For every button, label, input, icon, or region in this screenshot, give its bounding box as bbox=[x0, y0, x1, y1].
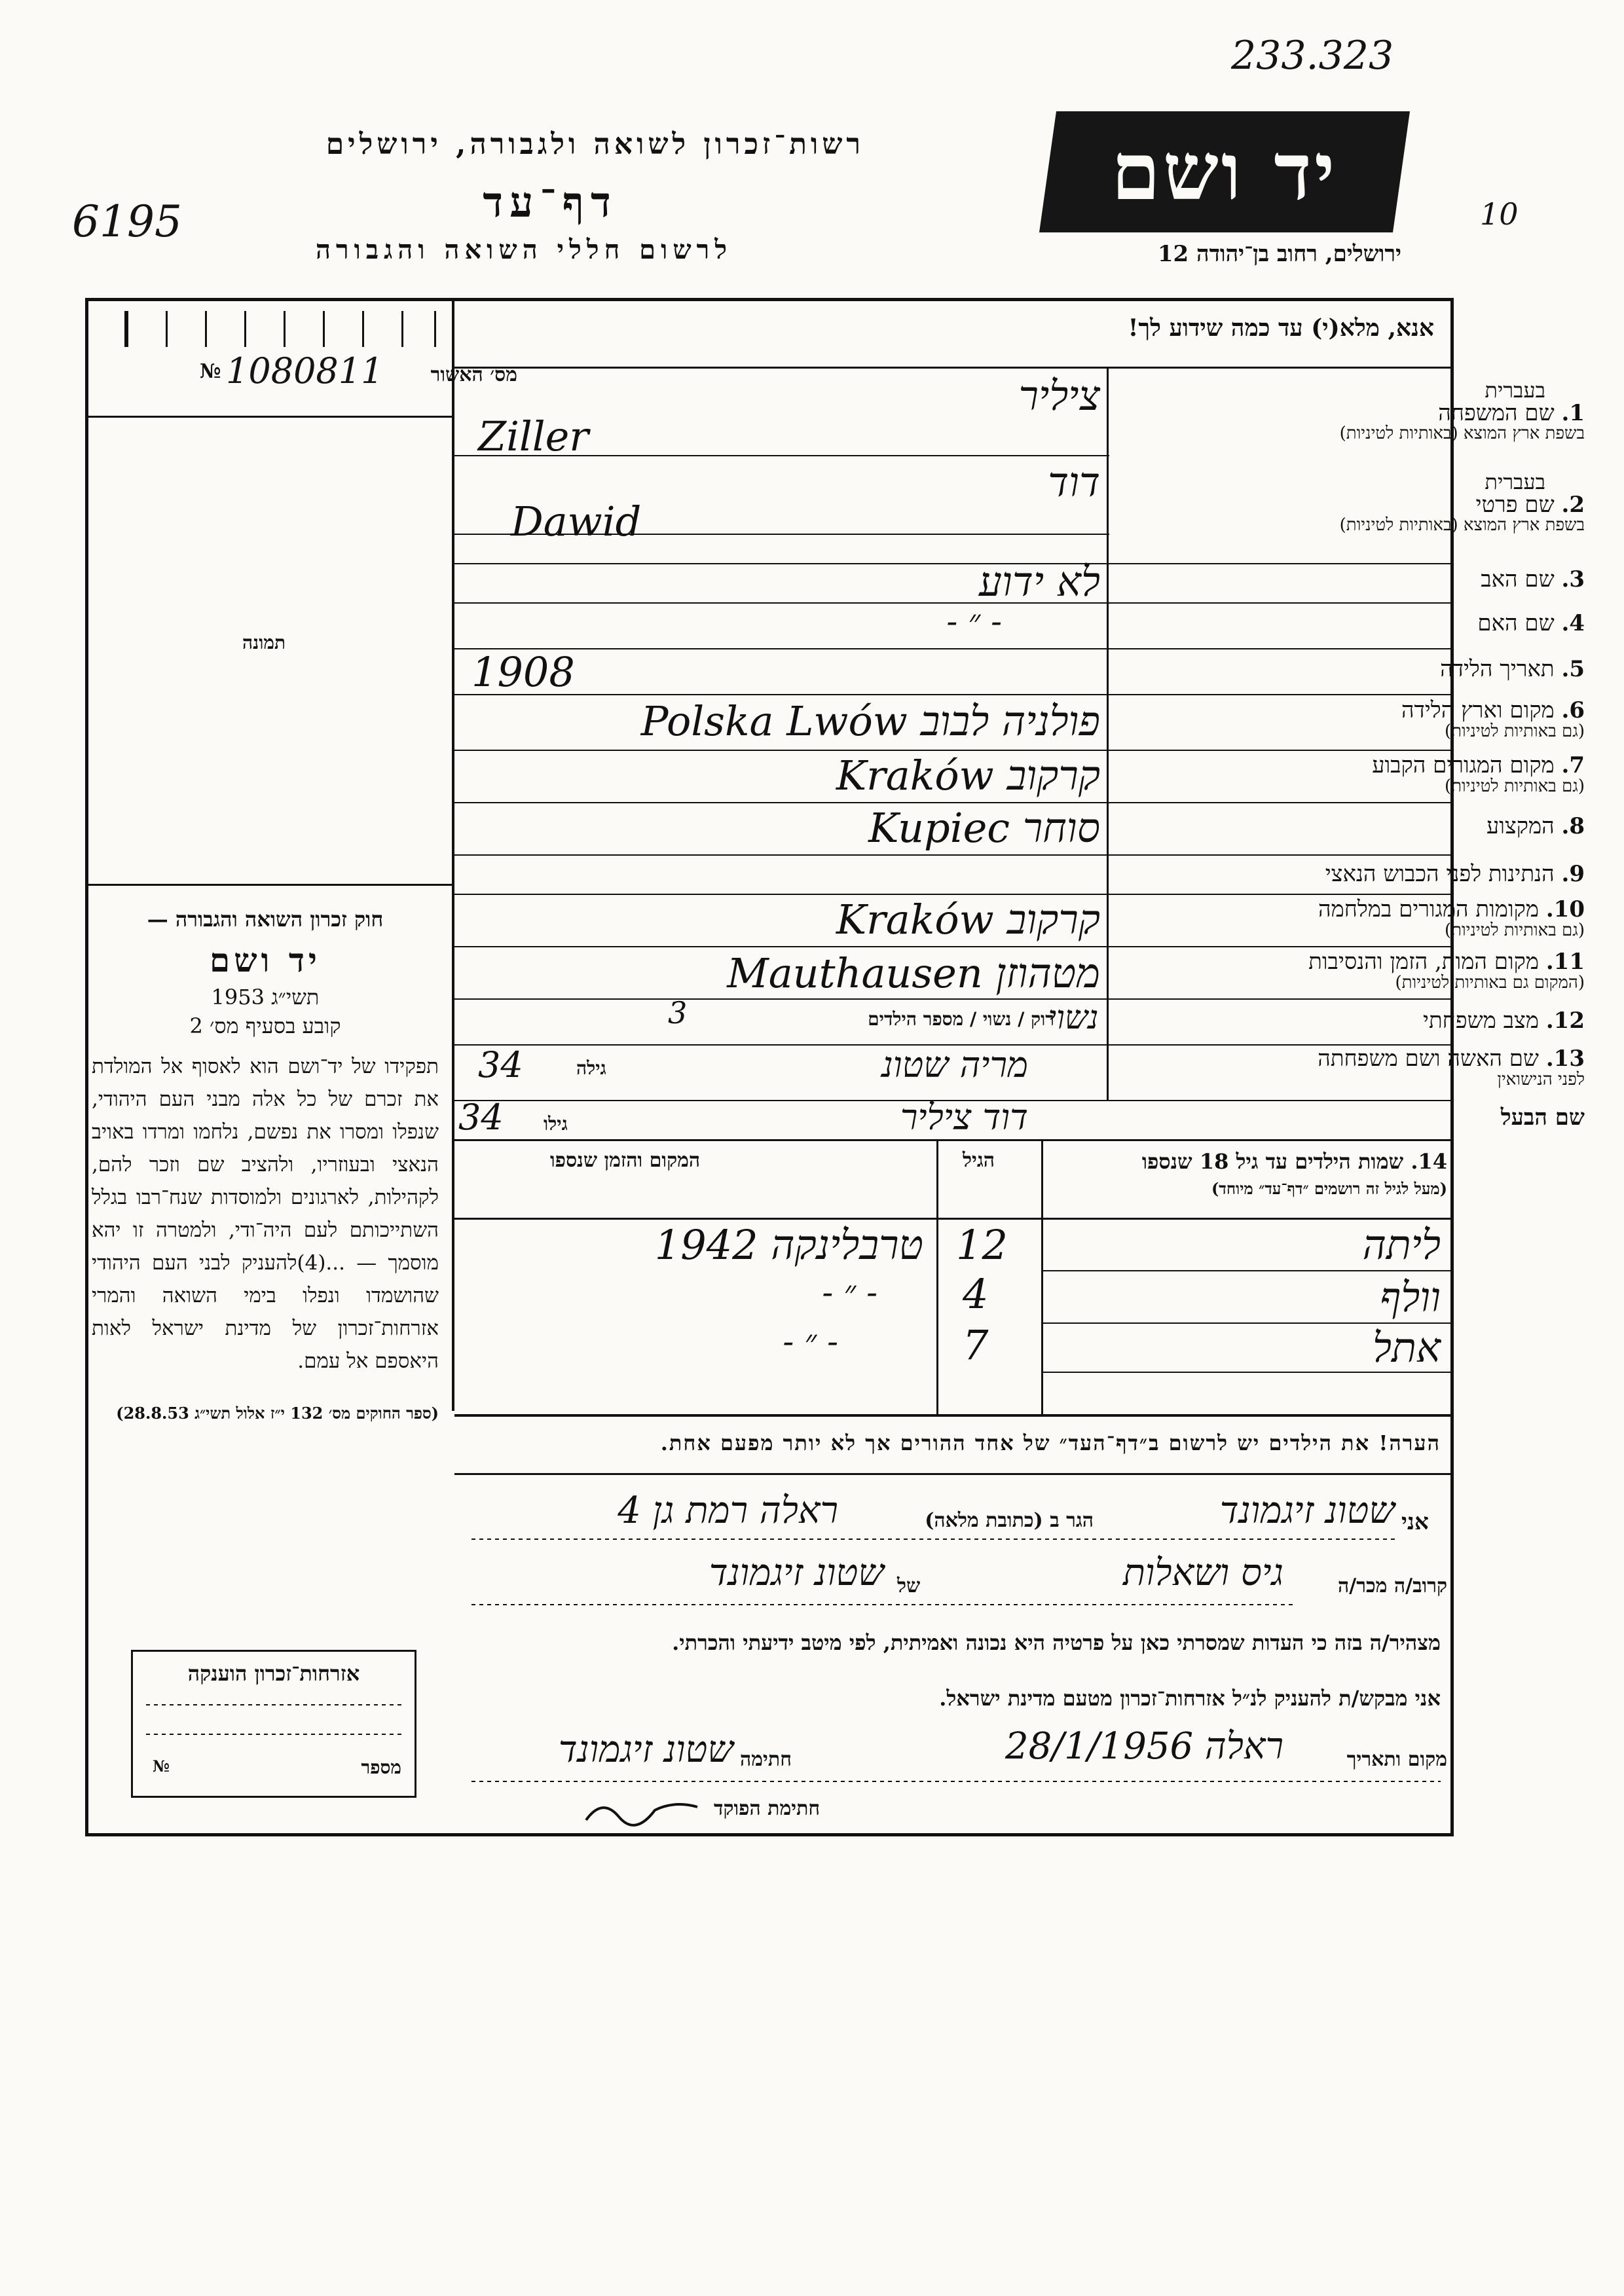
row-4-text: שם האם bbox=[1477, 610, 1555, 636]
place-date: ראלה 28/1/1956 bbox=[1005, 1725, 1283, 1768]
wife-age: 34 bbox=[478, 1044, 523, 1085]
child-1-place: טרבלינקה 1942 bbox=[654, 1221, 923, 1269]
row-1-text: שם המשפחה bbox=[1438, 399, 1555, 426]
row-11-label bbox=[1244, 951, 1585, 992]
logo-text: יד ושם bbox=[1111, 126, 1338, 218]
decl-ani: אני bbox=[1401, 1509, 1429, 1535]
row-8-label bbox=[1244, 815, 1585, 839]
row-7-label bbox=[1244, 754, 1585, 795]
wife-age-label: גילה bbox=[576, 1057, 606, 1079]
row-8-text: המקצוע bbox=[1486, 813, 1555, 839]
witness-signature: שטונ זיגמונד bbox=[558, 1728, 733, 1771]
witness-address: ראלה רמת גן 4 bbox=[618, 1489, 838, 1532]
row-2-text: שם פרטי bbox=[1475, 491, 1555, 518]
father-name: לא ידוע bbox=[978, 558, 1100, 606]
row-3-num: 3. bbox=[1561, 566, 1585, 592]
children-age-header: הגיל bbox=[963, 1149, 995, 1172]
archive-number: 233.323 bbox=[1231, 33, 1394, 79]
row-6-label bbox=[1244, 699, 1585, 740]
row-8-num: 8. bbox=[1561, 813, 1585, 839]
profession: סוחר Kupiec bbox=[868, 804, 1100, 852]
relation-value: גיס ושאלות bbox=[1122, 1552, 1283, 1594]
husband-label: שם הבעל bbox=[1500, 1104, 1585, 1131]
row-6-text: מקום וארץ הלידה bbox=[1401, 697, 1555, 723]
children-label: 14. שמות הילדים עד גיל 18 שנספו bbox=[1141, 1149, 1447, 1174]
request: אני מבקש/ת להעניק לנ״ל אזרחות־זכרון מטעם מדינת ישראל. bbox=[939, 1686, 1441, 1711]
row-12-num: 12. bbox=[1545, 1008, 1585, 1034]
row-9-num: 9. bbox=[1561, 861, 1585, 887]
row-11-num: 11. bbox=[1545, 949, 1585, 975]
child-3-age: 7 bbox=[963, 1321, 989, 1369]
citizenship-box bbox=[131, 1650, 416, 1798]
husband-name: דוד ציליר bbox=[900, 1097, 1028, 1138]
row-14-label bbox=[1244, 1106, 1585, 1130]
approval-no: № bbox=[200, 360, 221, 383]
citizenship-title: אזרחות־זכרון הוענקה bbox=[187, 1661, 360, 1686]
row-13-text: שם האשה ושם משפחתה bbox=[1318, 1046, 1540, 1072]
children-sub: (מעל לגיל זה רושמים ״דף־עד״ מיוחד) bbox=[1211, 1179, 1447, 1198]
row-10-sub: (גם באותיות לטיניות) bbox=[1444, 920, 1585, 940]
form-subtitle: לרשום חללי השואה והגבורה bbox=[315, 234, 733, 265]
law-body: תפקידו של יד־ושם הוא לאסוף אל המולדת את זכרם של כל אלה מבני העם היהודי, שנפלו ומסרו את נפשם, נלחמו ומרדו באויב הנאצי ובעוזריו, ולהציב שם וזכר להם, לקהילות, לארגונים ולמוסדות שנח־רבו בגלל השתייכותם לעם היה־ודי, ולמטרה זו יהא מוסמך — ...(4)להעניק לבני העם היהודי שהושמדו ונפלו בימי השואה והמרי אזרחות־זכרון של מדינת ישראל לאות היאספם אל עמם. bbox=[92, 1055, 439, 1373]
row-9-text: הנתינות לפני הכבוש הנאצי bbox=[1325, 861, 1555, 887]
note: הערה! את הילדים יש לרשום ב״דף־העד״ של אחד ההורים אך לא יותר מפעם אחת. bbox=[660, 1430, 1441, 1455]
address: ירושלים, רחוב בן־יהודה 12 bbox=[1157, 241, 1401, 267]
birth-place: פולניה לבוב Polska Lwów bbox=[640, 697, 1100, 745]
surname-latin: Ziller bbox=[478, 412, 589, 460]
row-3-text: שם האב bbox=[1481, 566, 1555, 592]
row-5-text: תאריך הלידה bbox=[1440, 656, 1555, 682]
law-title: חוק זכרון השואה והגבורה — bbox=[147, 907, 384, 932]
place-date-label: מקום ותאריך bbox=[1346, 1748, 1447, 1771]
authority-name: רשות־זכרון לשואה ולגבורה, ירושלים bbox=[325, 128, 864, 161]
row-1-label bbox=[1244, 380, 1585, 443]
photo-label: תמונה bbox=[242, 632, 286, 653]
husband-age-label: גילו bbox=[544, 1113, 568, 1135]
row-1-num: 1. bbox=[1561, 399, 1585, 426]
row-4-label bbox=[1244, 612, 1585, 636]
marital-status-options: רוק / נשוי / מספר הילדים bbox=[868, 1008, 1054, 1030]
birth-date: 1908 bbox=[471, 648, 575, 696]
row-3-label bbox=[1244, 568, 1585, 592]
approval-value: 1080811 bbox=[226, 350, 384, 392]
row-2-hebrew: בעברית bbox=[1485, 469, 1545, 494]
row-13-num: 13. bbox=[1545, 1046, 1585, 1072]
husband-age: 34 bbox=[458, 1097, 504, 1138]
row-2-sub: בשפת ארץ המוצא (באותיות לטיניות) bbox=[1339, 515, 1585, 536]
approval-label: מס׳ האשור bbox=[430, 363, 517, 386]
row-6-num: 6. bbox=[1561, 697, 1585, 723]
relation-of: של bbox=[897, 1575, 921, 1597]
row-7-num: 7. bbox=[1561, 752, 1585, 778]
child-3-name: אתל bbox=[1372, 1324, 1441, 1372]
row-10-label bbox=[1244, 898, 1585, 939]
approval-box bbox=[85, 298, 517, 418]
statement: מצהיר/ה בזה כי העדות שמסרתי כאן על פרטיה היא נכונה ואמיתית, לפי מיטב ידיעתי והכרתי. bbox=[672, 1630, 1441, 1655]
citizenship-number-label: מספר bbox=[361, 1757, 401, 1778]
officer-label: חתימת הפוקד bbox=[714, 1797, 821, 1820]
row-5-num: 5. bbox=[1561, 656, 1585, 682]
child-2-place: - ״ - bbox=[822, 1273, 877, 1311]
row-6-sub: (גם באותיות לטיניות) bbox=[1444, 721, 1585, 741]
row-13-sub: לפני הנישואין bbox=[1497, 1069, 1585, 1089]
wartime-residence: קרקוב Kraków bbox=[836, 896, 1100, 943]
marital-status-value: נשוי bbox=[1048, 998, 1099, 1036]
resident-label: הגר ב (כתובת מלאה) bbox=[925, 1509, 1094, 1532]
signature-label: חתימה bbox=[740, 1748, 792, 1771]
row-1-hebrew: בעברית bbox=[1485, 378, 1545, 403]
children-header bbox=[1048, 1149, 1447, 1199]
row-2-num: 2. bbox=[1561, 491, 1585, 518]
row-11-text: מקום המות, הזמן והנסיבות bbox=[1308, 949, 1540, 975]
law-clause: קובע בסעיף מס׳ 2 bbox=[189, 1013, 341, 1038]
child-1-name: ליתה bbox=[1362, 1221, 1441, 1269]
row-7-sub: (גם באותיות לטיניות) bbox=[1444, 776, 1585, 796]
row-10-text: מקומות המגורים במלחמה bbox=[1318, 896, 1540, 922]
mother-name: - ״ - bbox=[946, 602, 1002, 640]
surname-hebrew: ציליר bbox=[1018, 372, 1100, 420]
law-source: (ספר החוקים מס׳ 132 י״ז אלול תשי״ג 28.8.53) bbox=[116, 1404, 439, 1423]
row-5-label bbox=[1244, 658, 1585, 682]
child-3-place: - ״ - bbox=[783, 1322, 838, 1360]
row-11-sub: (המקום גם באותיות לטיניות) bbox=[1395, 972, 1585, 993]
citizenship-no: № bbox=[153, 1757, 170, 1776]
law-box bbox=[92, 907, 439, 1423]
child-1-age: 12 bbox=[956, 1221, 1008, 1269]
law-year: תשי״ג 1953 bbox=[211, 985, 320, 1010]
row-1-sub: בשפת ארץ המוצא (באותיות לטיניות) bbox=[1339, 424, 1585, 444]
intro-text: אנא, מלא(י) עד כמה שידוע לך! bbox=[1128, 314, 1434, 342]
child-2-age: 4 bbox=[963, 1270, 989, 1318]
wife-name: מריה שטונ bbox=[881, 1044, 1028, 1085]
witness-name: שטונ זיגמונד bbox=[1219, 1489, 1395, 1532]
row-9-label bbox=[1244, 863, 1585, 886]
death-place: מטהוזן Mauthausen bbox=[727, 949, 1100, 997]
row-7-text: מקום המגורים הקבוע bbox=[1372, 752, 1555, 778]
children-count: 3 bbox=[668, 995, 688, 1030]
firstname-hebrew: דוד bbox=[1048, 458, 1100, 506]
row-13-label bbox=[1244, 1048, 1585, 1089]
child-2-name: וולף bbox=[1380, 1273, 1441, 1321]
relation-label: קרוב/ה מכר/ה bbox=[1338, 1575, 1447, 1597]
row-4-num: 4. bbox=[1561, 610, 1585, 636]
firstname-latin: Dawid bbox=[511, 498, 642, 545]
side-mark: 10 bbox=[1480, 196, 1519, 232]
row-10-num: 10. bbox=[1545, 896, 1585, 922]
yad-vashem-logo bbox=[1039, 111, 1410, 232]
form-title: דף־עד bbox=[483, 178, 618, 227]
officer-signature bbox=[583, 1791, 701, 1830]
children-place-header: המקום והזמן שנספו bbox=[550, 1149, 701, 1172]
relation-of-name: שטונ זיגמונד bbox=[709, 1552, 884, 1594]
residence: קרקוב Kraków bbox=[836, 752, 1100, 799]
row-12-label bbox=[1244, 1010, 1585, 1033]
row-12-text: מצב משפחתי bbox=[1423, 1008, 1540, 1034]
law-name: יד ושם bbox=[210, 941, 321, 979]
row-2-label bbox=[1244, 471, 1585, 535]
margin-number: 6195 bbox=[72, 196, 182, 247]
